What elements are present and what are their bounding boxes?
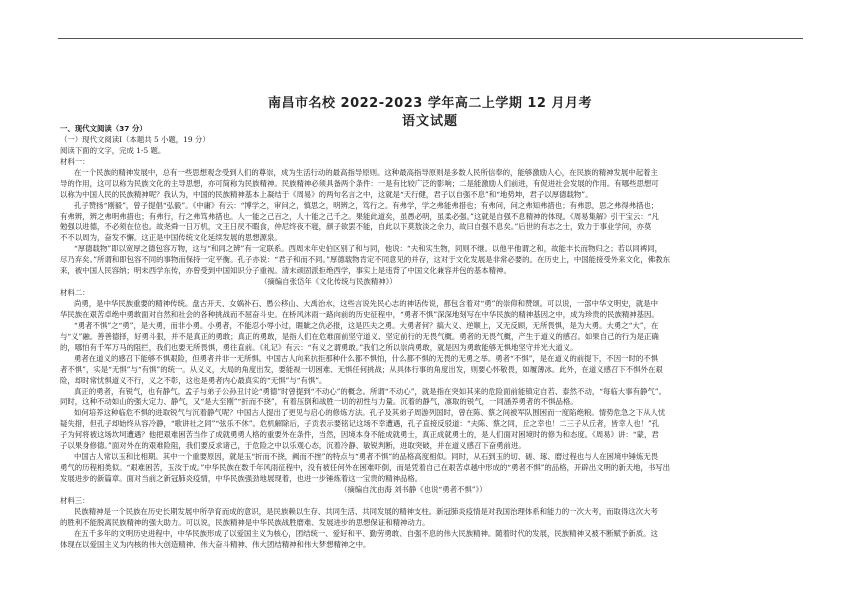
source-citation: （摘编自沈由海 刘书静《也说“勇者不惧”》） [340, 484, 487, 494]
paragraph-line: 险，却时常忧惧道义不行，义之不彰，这也是勇者内心最真实的“无惧”与“有惧”。 [60, 375, 327, 385]
paragraph-line: 在一个民族的精神发展中，总有一些思想观念受到人们的尊崇，成为生活行动的最高指导原则。这种最高指导原则是多数人民所信奉的，能够激励人心，在民族的精神发展中起着主 [74, 167, 658, 177]
paragraph-line: 的，哪怕有千军万马的阻拦，我们也要无所畏惧，勇往直前。《礼记》有云：“有义之谓勇敢。”我们之所以崇尚勇敢，就是因为勇敢能够无惧地坚守并光大道义。 [60, 342, 578, 352]
paragraph-line: 华民族在艰苦卓绝中勇敢面对自然和社会的各种挑战而不屈奋斗史。在桥风沐雨一路向前的历史征程中，“勇者不惧”深深地刻写在中华民族的精神基因之中，成为珍贵的民族精神基因。 [60, 309, 659, 319]
material-label: 材料三： [60, 495, 90, 505]
paragraph-line: 不不以周为，奋发不懈。这正是中国传统文化延续发展的思想源泉。 [60, 233, 282, 243]
paragraph-line: 者不惧”，实是“无惧”与“有惧”的统一。从义义，大局的角度出发，要能视一切困难、无惧任何挑战；从具体行事的角度出发，则要心怀敬畏，如履薄冰。此外，在道义感召下不惧外在艰 [60, 364, 663, 374]
material-label: 材料一： [60, 156, 90, 166]
section-heading: 一、现代文阅读（37 分） [60, 124, 147, 133]
material-label: 材料二： [60, 288, 90, 298]
paragraph-line: 勇气的历程相类似。“艰难困苦，玉汝于成。”中华民族在数千年风雨征程中，没有被任何外在困难吓倒，而是凭着自己在艰苦卓越中形成的“勇者不惧”的品格，开辟出文明的新天地，书写出 [60, 463, 671, 473]
paragraph-line: 有弗辨，辨之弗明弗措也；有弗行，行之弗笃弗措也。人一能之己百之，人十能之己千之。果能此道矣，虽愚必明，虽柔必强。”这就是自强不息精神的体现。《周易集解》引干宝云：“凡 [60, 211, 659, 221]
instruction-text: 阅读下面的文字，完成 1-5 题。 [60, 145, 166, 155]
paragraph-line: 以称为中国人民的民族精神呢？我认为，中国的民族精神基本上凝结于《周易》的两句名言之中，这就是“天行健，君子以自强不息”和“地势坤，君子以厚德载物”。 [60, 189, 593, 199]
paragraph-line: 在五千多年的文明历史进程中，中华民族形成了以爱国主义为核心，团结统一、爱好和平、勤劳勇敢、自强不息的伟大民族精神。随着时代的发展，民族精神又被不断赋予新质。这 [74, 528, 658, 538]
paragraph-line: 尽乃弃矣。”所谓和即包容不同的事物而保持一定平衡。孔子亦说：“君子和而不同。”厚德载物肯定不同意见的并存，这对于文化发展是非常必要的。在历史上，中国能接受外来文化，佛教东 [60, 255, 670, 265]
source-citation: （摘编自张岱年《文化传统与民族精神》） [260, 277, 397, 287]
paragraph-line: “厚德载物”即以宽厚之德包容万物，这与“和同之辨”有一定联系。西周末年史伯区别了和与同，他说：“夫和实生物，同则不继。以他平他谓之和，故能丰长而物归之；若以同裨同， [74, 244, 662, 254]
paragraph-line: 疑失措，但孔子却始终从容冷静，“歌讲社之同”“弦乐不休”。危机解除后，子贡表示要铭记这场不幸遭遇，孔子直接反驳道：“夫陈、蔡之同，丘之幸也！二三子从丘者，皆幸人也！”孔 [60, 419, 660, 429]
paragraph-line: 民族精神是一个民族在历史长期发展中所孕育而成的意识，是民族赖以生存、共同生活、共同发展的精神支柱。新冠肺炎疫情是对我国治理体系和能力的一次大考，而取得这次大考 [74, 506, 658, 516]
paragraph-line: 与“义”融。善善德择，好勇斗狠，并不是真正的勇敢；真正的勇敢，是指人们在危难面前坚守道义、坚定前行的无畏气概。勇者的无畏气概，产生于道义的感召。如果自己的行为是正确 [60, 331, 659, 341]
paragraph-line: 如何培养这种临危不惧的进取锐气与沉着静气呢？中国古人提出了更见与启心的修炼方法。孔子及其弟子周游列国时，曾在陈、蔡之间被军队围困而一度陷绝粮。情势危急之下从人忧 [74, 408, 666, 418]
paragraph-line: 真正的勇者，有锐气，也有静气。孟子与弟子公孙丑讨论“勇德”时曾提到“不动心”的概念。所谓“不动心”，就是指在突如其来的危险面前能镇定自若、泰然不动，“每临大事有静气”。 [74, 386, 666, 396]
exam-subtitle: 语文试题 [401, 114, 458, 129]
paragraph-line: 的胜利不能脱离民族精神的强大助力。可以说，民族精神是中华民族战胜磨难、发展进步的思想保证和精神动力。 [60, 517, 430, 527]
paragraph-line: 尚勇，是中华民族重要的精神传统。盘古开天、女娲补石、愚公移山、大禹治水，这些言说先民心志的神话传说，都包含着对“勇”的崇仰和赞颂。可以说，一部中华文明史，就是中 [74, 299, 659, 308]
paragraph-line: 子为何将被这场坎坷遭遇？他把艰难困苦当作了成就勇勇人格的重要外在条件，当然，因境本身不能成就勇士，真正成就勇士的，是人们面对困境时的修为和态度。《周易》讲：“蒙，君 [60, 430, 659, 440]
paragraph-line: 勇者在道义的感召下能够不惧艰险，但勇者并非一无所惧。中国古人向来抗拒那种什么都不惧怕，什么都不惧的无畏的无勇之举。勇者“不惧”，是在道义的前提下，不因一时的不惧 [74, 353, 659, 363]
subsection-heading: （一）现代文阅读Ⅰ（本题共 5 小题，19 分） [60, 134, 210, 144]
paragraph-line: 中国古人常以玉和比相期。其中一个重要原因，就是玉“折而不挠，阙而不挫”的特点与“勇者不惧”的品格高度相似。同时，从石到玉的切、磋、琢、磨过程也与人在困境中锤炼无畏 [74, 452, 659, 462]
paragraph-line: 勉强以进德，不必须在位也。故尧舜一日万机，文王日昃不暇食，仲尼终夜不寝，颜子欲罢不能，自此以下莫敖淡之余力，故曰自强不息矣。”后世的有志之士，致力于事业学问，亦莫 [60, 222, 652, 232]
paragraph-line: 来，被中国人民容纳；明末西学东传，亦曾受到中国知识分子重视。清末顽固派拒绝西学，事实上是违背了中国文化兼容并包的基本精神。 [60, 266, 511, 276]
paragraph-line: 发展进步的新篇章。面对当前之新冠肺炎疫情，中华民族强劲地展现着，也进一步锤炼着这一宝贵的精神品格。 [60, 474, 423, 483]
document-body [60, 124, 802, 551]
paragraph-line: 同时，这种不动如山的强大定力、静气，又“是大至刚”“折而不挠”，有着压倒和战胜一切的初性与力量。沉着的静气，凛取的锐气，一同涵养勇者的不惧品格。 [60, 397, 578, 407]
paragraph-line: 孔子赞扬“刚毅”，曾子提倡“弘毅”。《中庸》有云：“博学之，审问之，慎思之，明辨之，笃行之。有弗学，学之弗能弗措也；有弗问，问之弗知弗措也；有弗思，思之弗得弗措也； [74, 200, 659, 210]
paragraph-line: “勇者不惧”之“勇”，是大勇，而非小勇。小勇者，不能忍小辱小过，睚眦之仇必报，这是匹夫之勇。大勇者何？搞大义、逆顺上，又无反顾，无所畏惧，是为大勇。大勇之“大”，在 [74, 320, 659, 330]
header-rule [58, 38, 803, 39]
paragraph-line: 子以果身修德。”面对外在的艰难险阻，我们要反求诸己，于危险之中以乐观心态，沉着冷静、敏锐判断，进取突破，并在道义感召下奋勇前进。 [60, 441, 526, 451]
paragraph-line: 体现在以爱国主义为内核的伟大创造精神、伟大奋斗精神、伟大团结精神和伟大梦想精神之中。 [60, 539, 371, 549]
exam-title: 南昌市名校 2022-2023 学年高二上学期 12 月月考 [268, 96, 592, 111]
paragraph-line: 导的作用，这可以称为民族文化的主导思想，亦可简称为民族精神。民族精神必须具备两个条件：一是有比较广泛的影响；二是能激励人们前进，有促进社会发展的作用。有哪些思想可 [60, 178, 659, 188]
